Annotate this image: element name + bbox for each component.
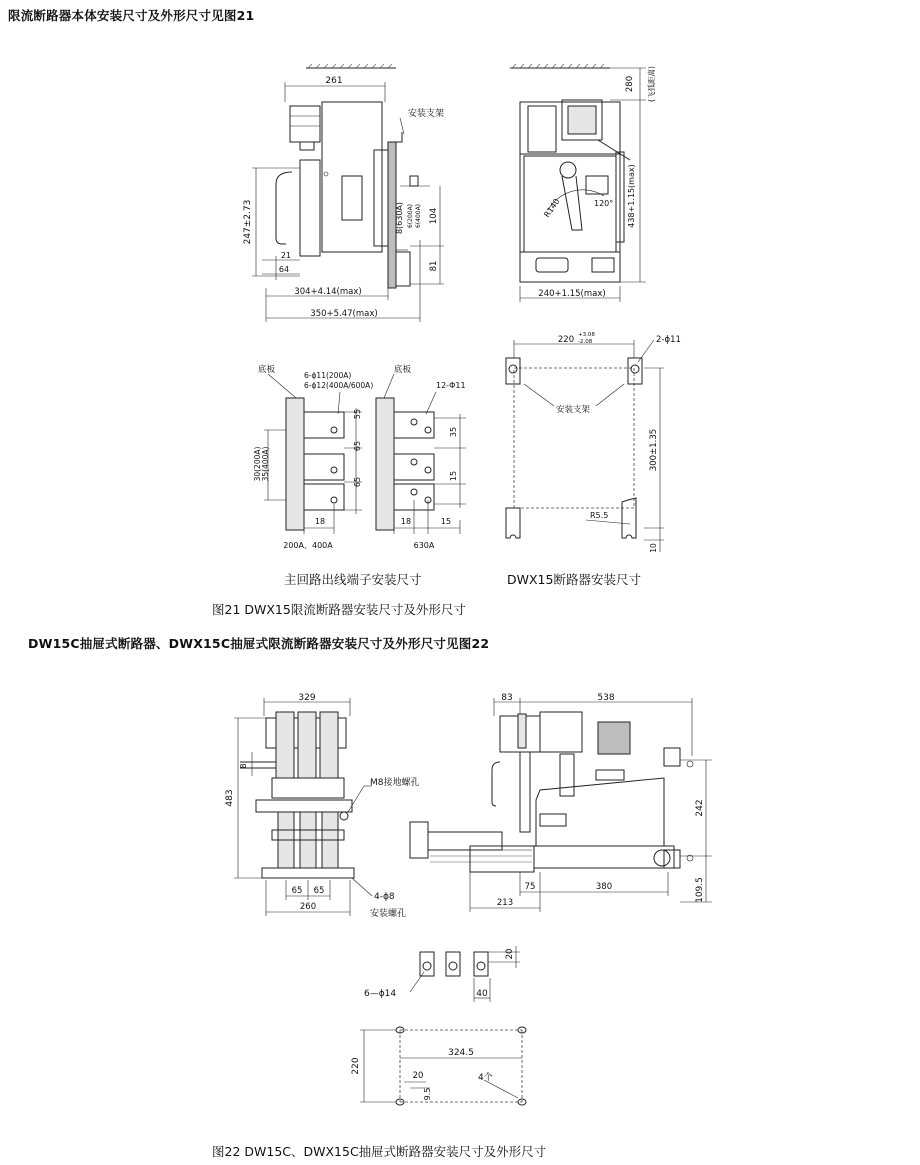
dim-81: 81 [429,260,439,272]
dim-9-5: 9.5 [423,1087,432,1101]
fig21-side-view [243,64,444,322]
dim-20-base: 20 [412,1071,424,1081]
section1-heading: 限流断路器本体安装尺寸及外形尺寸见图21 [8,8,255,23]
mount-subcaption: DWX15断路器安装尺寸 [507,572,641,587]
dim-18-left: 18 [314,517,326,526]
fig21-terminal-view [253,364,466,550]
fig21-caption: 图21 DWX15限流断路器安装尺寸及外形尺寸 [212,602,466,617]
dim-75: 75 [524,882,536,892]
dim-55-left: 55 [353,408,362,420]
dim-213: 213 [496,898,514,908]
fig22-base-view [351,1027,526,1105]
dim-21: 21 [280,251,292,260]
dim-15-right-h: 15 [440,517,452,526]
dim-18-right: 18 [400,517,412,526]
dim-64: 64 [278,265,290,274]
dim-324-5: 324.5 [448,1048,474,1058]
label-mount-holes: 安装螺孔 [370,909,407,919]
fig22-terminal-view [364,946,520,1002]
dim-6-200a: 6(200A) [407,203,414,229]
dim-r140: R140 [542,196,562,220]
dim-65-left-b: 65 [353,476,362,488]
dim-538: 538 [597,693,615,703]
dim-15-right-v: 15 [449,470,458,482]
dim-329: 329 [298,693,316,703]
dim-350: 350+5.47(max) [310,309,378,319]
label-4-holes: 4-ϕ8 [374,892,395,902]
dim-120deg: 120° [594,199,614,208]
label-m8-ground: M8接地螺孔 [370,778,420,788]
label-2-holes: 2-ϕ11 [656,335,681,345]
fig22-caption: 图22 DW15C、DWX15C抽屉式断路器安装尺寸及外形尺寸 [212,1144,547,1159]
dim-438: 438+1.15(max) [627,164,636,228]
fig21-mount-view [506,332,681,553]
dim-242: 242 [695,799,705,817]
dim-35-400a: 35(400A) [261,446,270,482]
dim-109-5: 109.5 [695,877,705,903]
label-base-left: 底板 [258,365,276,375]
fig22-side-view [410,693,712,912]
dim-65-a: 65 [291,886,303,896]
dim-arc-distance: (飞弧距离) [647,66,656,102]
fig22-front-view [225,693,420,919]
dim-220: 220 [557,335,575,345]
dim-220-tol-up: +3.08 [578,332,595,338]
dim-30-200a: 30(200A) [253,446,262,482]
dim-65-b: 65 [313,886,325,896]
dim-261: 261 [325,76,343,86]
label-hole-630a: 12-Φ11 [436,381,466,390]
label-bracket-mount: 安装支架 [556,405,591,415]
label-hole-200a: 6-ϕ11(200A) [304,371,352,380]
dim-247: 247±2.73 [243,199,253,245]
fig21-front-view [510,64,656,302]
dim-240: 240+1.15(max) [538,289,606,299]
dim-300: 300±1.35 [649,428,659,472]
dim-6-400a: 6(400A) [415,203,422,229]
dim-20-terminal: 20 [505,948,515,960]
dim-40-terminal: 40 [476,989,488,999]
label-200a-400a: 200A、400A [283,541,333,550]
dim-8-630a: 8(630A) [395,201,404,235]
label-630a: 630A [413,541,435,550]
dim-35-right: 35 [449,426,458,438]
label-hole-400a: 6-ϕ12(400A/600A) [304,381,374,390]
dim-483: 483 [225,789,235,807]
dim-280: 280 [625,75,635,93]
dim-220-base: 220 [351,1057,361,1075]
dim-260: 260 [299,902,317,912]
dim-65-left-a: 65 [353,440,362,452]
dim-10: 10 [649,543,658,553]
label-6-holes: 6—ϕ14 [364,989,397,999]
label-bracket-side: 安装支架 [408,109,445,119]
dim-104: 104 [429,207,439,225]
label-r55: R5.5 [590,511,609,520]
terminal-subcaption: 主回路出线端子安装尺寸 [284,572,422,587]
dim-380: 380 [595,882,613,892]
dim-8: 8 [239,763,248,769]
dim-304: 304+4.14(max) [294,287,362,297]
label-base-right: 底板 [394,365,412,375]
label-4-count: 4个 [478,1073,493,1083]
dim-83: 83 [501,693,513,703]
section2-heading: DW15C抽屉式断路器、DWX15C抽屉式限流断路器安装尺寸及外形尺寸见图22 [28,636,490,651]
dim-220-tol-low: -2.08 [578,339,593,345]
